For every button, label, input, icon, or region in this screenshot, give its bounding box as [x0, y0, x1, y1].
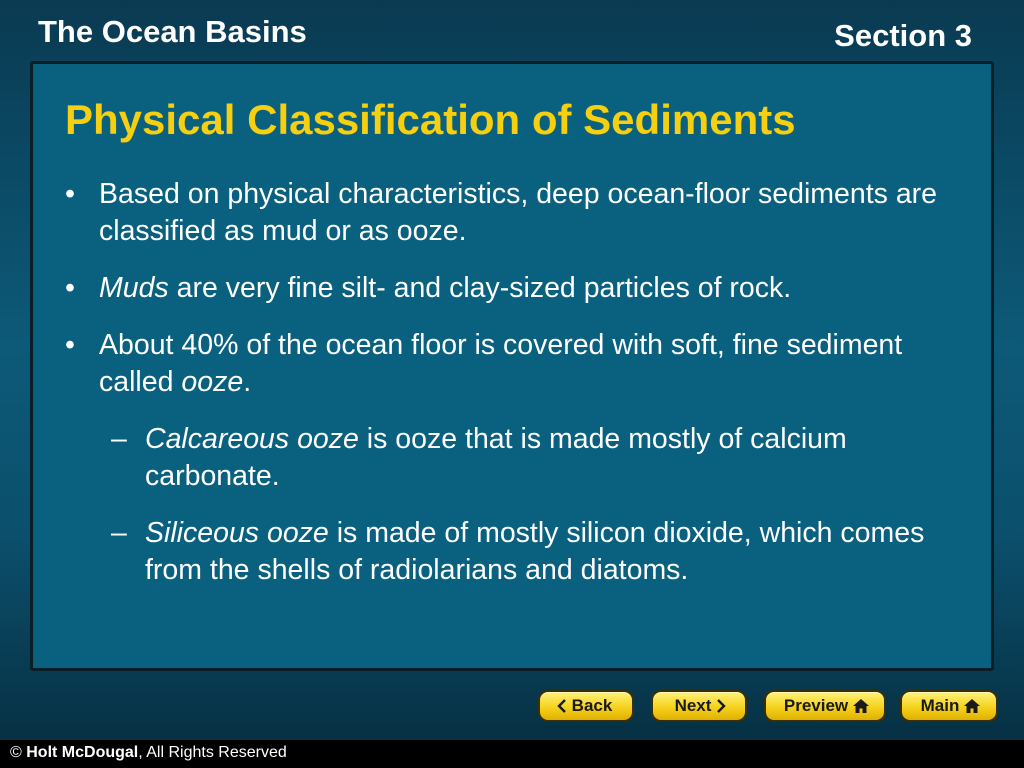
sub-bullet-item: [59, 515, 959, 589]
sub-bullet-marker: –: [111, 423, 127, 455]
bullet-term: Calcareous ooze: [145, 423, 359, 455]
preview-button[interactable]: [764, 690, 886, 722]
copyright-notice: [10, 744, 287, 762]
bullet-item: [59, 176, 959, 250]
bullet-text: is made of mostly silicon dioxide, which comes from the shells of radiolarians and diatoms.: [145, 517, 925, 586]
bullet-term: ooze: [181, 366, 244, 398]
next-label: Next: [674, 696, 712, 715]
bullet-item: [59, 327, 959, 401]
section-label: Section 3: [834, 18, 972, 53]
back-label: Back: [571, 696, 613, 715]
footer-bar: [0, 740, 1024, 768]
bullet-text: are very fine silt- and clay-sized particles of rock.: [168, 272, 792, 304]
main-button[interactable]: [900, 690, 998, 722]
copyright-symbol: ©: [10, 744, 22, 761]
main-label: Main: [920, 696, 960, 715]
bullet-tail: .: [243, 366, 252, 398]
bullet-term: Siliceous ooze: [145, 517, 329, 549]
bullet-item: [59, 270, 959, 307]
content-panel: [30, 61, 994, 671]
chevron-left-icon: [556, 698, 568, 714]
sub-bullet-item: [59, 421, 959, 495]
home-icon: [852, 698, 870, 714]
bullet-text: is ooze that is made mostly of calcium carbonate.: [145, 423, 847, 492]
chevron-right-icon: [715, 698, 727, 714]
publisher-name: Holt McDougal: [26, 744, 139, 761]
back-button[interactable]: [538, 690, 634, 722]
rights-text: , All Rights Reserved: [138, 744, 287, 761]
bullet-list: [59, 176, 959, 609]
slide-title: Physical Classification of Sediments: [65, 96, 796, 143]
bullet-text: About 40% of the ocean floor is covered with soft, fine sediment called: [99, 329, 903, 398]
next-button[interactable]: [651, 690, 747, 722]
chapter-title: The Ocean Basins: [38, 14, 307, 49]
bullet-term: Muds: [99, 272, 169, 304]
bullet-marker: •: [65, 178, 75, 210]
bullet-marker: •: [65, 272, 75, 304]
bullet-marker: •: [65, 329, 75, 361]
bullet-text: Based on physical characteristics, deep ocean-floor sediments are classified as mud or as ooze.: [99, 178, 938, 247]
preview-label: Preview: [783, 696, 849, 715]
sub-bullet-marker: –: [111, 517, 127, 549]
home-icon: [963, 698, 981, 714]
